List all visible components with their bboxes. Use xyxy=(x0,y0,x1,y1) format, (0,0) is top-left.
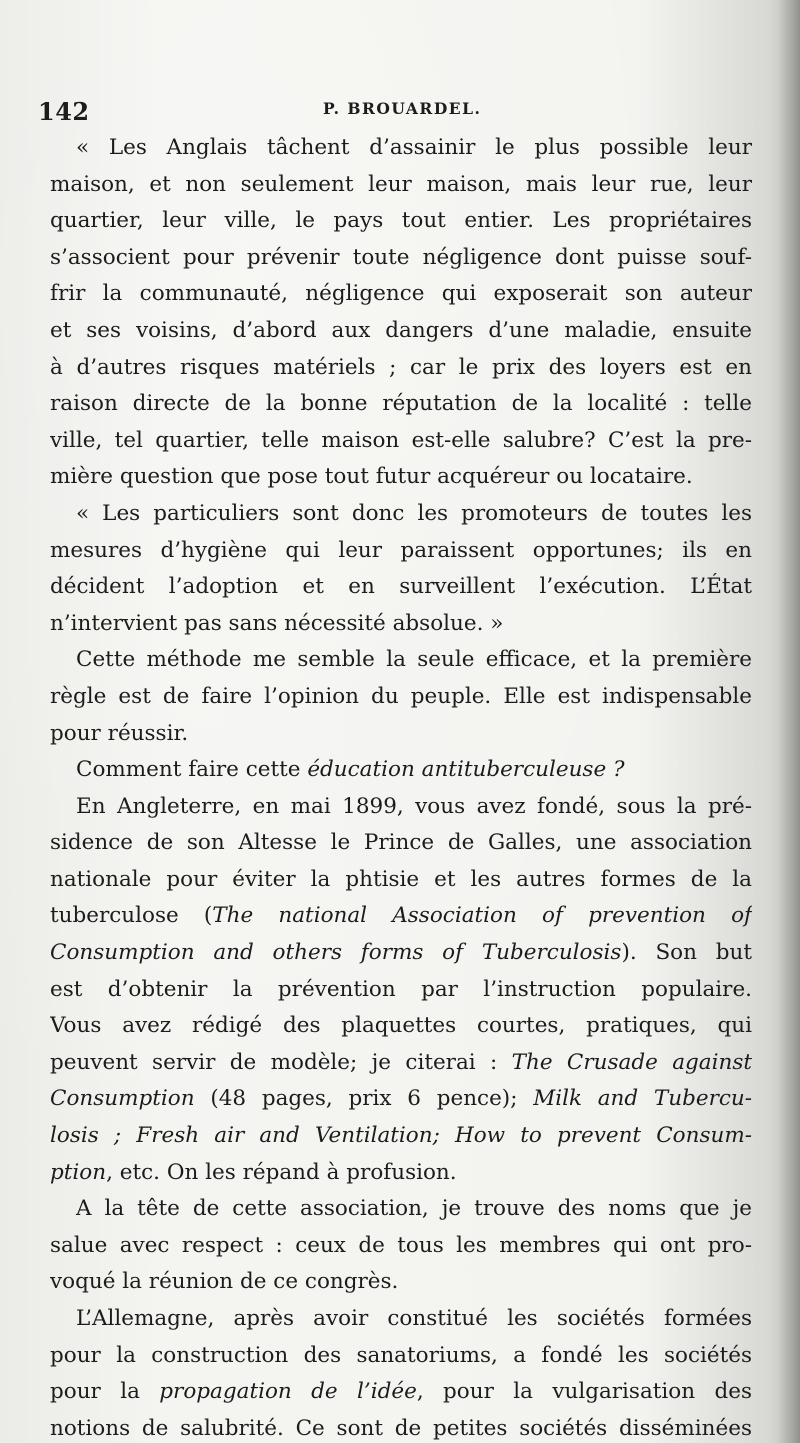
italic-text-segment: The national Association of prevention of xyxy=(212,903,752,929)
text-segment: voqué la réunion de ce congrès. xyxy=(50,1269,399,1295)
running-head: P. BROUARDEL. xyxy=(323,99,482,118)
text-line xyxy=(50,1338,752,1375)
text-segment: pour réussir. xyxy=(50,720,189,746)
text-segment: Comment faire cette xyxy=(76,757,308,783)
body-text xyxy=(50,130,752,1443)
page-number: 142 xyxy=(38,97,90,126)
italic-text-segment: Milk and Tubercu- xyxy=(533,1086,752,1112)
page-gutter-shadow xyxy=(778,0,800,1443)
text-line xyxy=(50,1118,752,1155)
text-line xyxy=(50,203,752,240)
italic-text-segment: Consumption and others forms of Tuberculosis xyxy=(50,940,622,966)
text-segment: et ses voisins, d’abord aux dangers d’une maladie, ensuite xyxy=(50,317,752,343)
text-line xyxy=(50,130,752,167)
italic-text-segment: propagation de l’idée xyxy=(159,1379,417,1405)
text-segment: pour la xyxy=(50,1379,160,1405)
text-line xyxy=(50,1264,752,1301)
text-line xyxy=(50,972,752,1009)
text-segment: décident l’adoption et en surveillent l’exécution. L’État xyxy=(50,574,752,600)
text-segment: peuvent servir de modèle; je citerai : xyxy=(50,1049,512,1075)
text-line xyxy=(50,789,752,826)
text-segment: frir la communauté, négligence qui exposerait son auteur xyxy=(50,281,752,307)
text-segment: Vous avez rédigé des plaquettes courtes, pratiques, qui xyxy=(50,1013,752,1039)
text-line xyxy=(50,1301,752,1338)
text-line xyxy=(50,825,752,862)
page-header xyxy=(38,95,758,125)
text-line xyxy=(50,167,752,204)
text-segment: ). Son but xyxy=(621,940,752,966)
text-segment: quartier, leur ville, le pays tout entier. Les propriétaires xyxy=(50,208,752,234)
text-segment: En Angleterre, en mai 1899, vous avez fondé, sous la pré- xyxy=(76,793,752,819)
text-line xyxy=(50,1155,752,1192)
text-segment: , pour la vulgarisation des xyxy=(416,1379,752,1405)
text-line xyxy=(50,240,752,277)
text-line xyxy=(50,313,752,350)
text-segment: mière question que pose tout futur acquéreur ou locataire. xyxy=(50,464,693,490)
text-line xyxy=(50,1411,752,1443)
text-segment: « Les particuliers sont donc les promoteurs de toutes les xyxy=(76,500,752,526)
text-line xyxy=(50,1374,752,1411)
text-segment: n’intervient pas sans nécessité absolue. » xyxy=(50,610,504,636)
text-line xyxy=(50,1191,752,1228)
text-segment: à d’autres risques matériels ; car le prix des loyers est en xyxy=(50,354,752,380)
text-line xyxy=(50,679,752,716)
text-line xyxy=(50,533,752,570)
text-line xyxy=(50,423,752,460)
text-segment: pour la construction des sanatoriums, a fondé les sociétés xyxy=(50,1342,752,1368)
italic-text-segment: losis ; Fresh air and Ventilation; How to prevent Consum- xyxy=(50,1123,752,1149)
text-segment: A la tête de cette association, je trouve des noms que je xyxy=(76,1196,752,1222)
text-line xyxy=(50,606,752,643)
text-segment: s’associent pour prévenir toute négligence dont puisse souf- xyxy=(50,244,752,270)
text-line xyxy=(50,1228,752,1265)
text-segment: sidence de son Altesse le Prince de Galles, une association xyxy=(50,830,752,856)
text-line xyxy=(50,1081,752,1118)
text-segment: nationale pour éviter la phtisie et les autres formes de la xyxy=(50,866,752,892)
text-line xyxy=(50,642,752,679)
text-line xyxy=(50,1045,752,1082)
text-segment: (48 pages, prix 6 pence); xyxy=(194,1086,534,1112)
text-line xyxy=(50,350,752,387)
text-line xyxy=(50,569,752,606)
italic-text-segment: The Crusade against xyxy=(511,1049,752,1075)
italic-text-segment: éducation antituberculeuse ? xyxy=(307,757,625,783)
text-segment: raison directe de la bonne réputation de la localité : telle xyxy=(50,391,752,417)
text-line xyxy=(50,386,752,423)
text-segment: ville, tel quartier, telle maison est-elle salubre? C’est la pre- xyxy=(50,427,752,453)
text-line xyxy=(50,752,752,789)
text-line xyxy=(50,716,752,753)
text-line xyxy=(50,898,752,935)
text-segment: règle est de faire l’opinion du peuple. Elle est indispensable xyxy=(50,683,752,709)
text-line xyxy=(50,935,752,972)
text-segment: Cette méthode me semble la seule efficace, et la première xyxy=(76,647,752,673)
text-line xyxy=(50,276,752,313)
italic-text-segment: ption xyxy=(50,1159,107,1185)
text-line xyxy=(50,496,752,533)
text-segment: tuberculose ( xyxy=(50,903,213,929)
text-segment: maison, et non seulement leur maison, mais leur rue, leur xyxy=(50,171,752,197)
text-line xyxy=(50,862,752,899)
text-line xyxy=(50,459,752,496)
text-segment: , etc. On les répand à profusion. xyxy=(106,1159,457,1185)
text-segment: salue avec respect : ceux de tous les membres qui ont pro- xyxy=(50,1232,752,1258)
text-segment: est d’obtenir la prévention par l’instruction populaire. xyxy=(50,976,752,1002)
text-segment: mesures d’hygiène qui leur paraissent opportunes; ils en xyxy=(50,537,752,563)
text-line xyxy=(50,1008,752,1045)
italic-text-segment: Consumption xyxy=(50,1086,195,1112)
text-segment: L’Allemagne, après avoir constitué les sociétés formées xyxy=(76,1306,752,1331)
text-segment: « Les Anglais tâchent d’assainir le plus possible leur xyxy=(76,135,752,160)
text-segment: notions de salubrité. Ce sont de petites sociétés disséminées xyxy=(50,1415,752,1441)
